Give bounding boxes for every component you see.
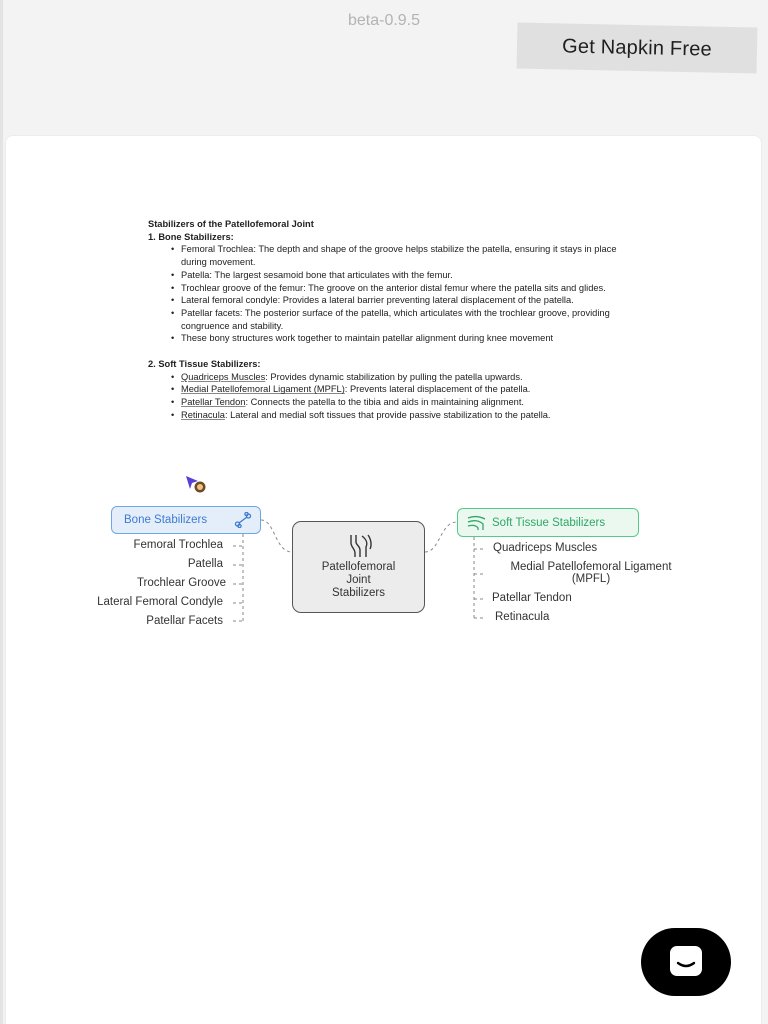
center-label-line: Joint [346, 574, 371, 586]
joint-icon [346, 533, 374, 559]
chat-launcher-button[interactable] [641, 928, 731, 996]
list-item: • Patella: The largest sesamoid bone that articulates with the femur. [181, 269, 628, 282]
leaf-mpfl-line1: Medial Patellofemoral Ligament [510, 561, 672, 573]
list-item: • Lateral femoral condyle: Provides a lateral barrier preventing lateral displacement of the patella. [181, 294, 628, 307]
leaf-patellar-tendon[interactable]: Patellar Tendon [492, 592, 572, 604]
leaf-trochlear-groove[interactable]: Trochlear Groove [136, 577, 226, 589]
leaf-lateral-femoral-condyle[interactable]: Lateral Femoral Condyle [97, 596, 223, 608]
leaf-patellar-facets[interactable]: Patellar Facets [146, 615, 223, 627]
list-desc: : Prevents lateral displacement of the patella. [344, 384, 531, 395]
section-heading-soft: 2. Soft Tissue Stabilizers: [148, 359, 261, 370]
soft-tissue-stabilizers-node[interactable] [457, 508, 639, 537]
soft-tissue-stabilizers-label: Soft Tissue Stabilizers [492, 516, 606, 529]
list-item: • Patellar facets: The posterior surface of the patella, which articulates with the trochlear groove, providing congruence and stability. [181, 307, 628, 332]
list-item: • Trochlear groove of the femur: The groove on the anterior distal femur where the patella sits and glides. [181, 282, 628, 295]
leaf-quadriceps-muscles[interactable]: Quadriceps Muscles [493, 542, 598, 554]
center-label-line: Stabilizers [331, 587, 386, 599]
list-term: Retinacula [181, 409, 225, 420]
leaf-mpfl-line2: (MPFL) [571, 573, 611, 585]
bone-icon [234, 512, 252, 528]
list-desc: : Connects the patella to the tibia and aids in maintaining alignment. [245, 397, 525, 408]
leaf-patella[interactable]: Patella [187, 558, 223, 570]
list-term: Patellar Tendon [181, 397, 246, 408]
leaf-retinacula[interactable]: Retinacula [495, 611, 550, 623]
doc-title: Stabilizers of the Patellofemoral Joint [148, 219, 314, 229]
list-term: Medial Patellofemoral Ligament (MPFL) [181, 384, 345, 395]
center-label [293, 561, 424, 600]
list-desc: : Lateral and medial soft tissues that provide passive stabilization to the patella. [224, 409, 551, 420]
bone-stabilizers-node[interactable] [111, 506, 261, 534]
list-term: Quadriceps Muscles [181, 371, 266, 382]
chat-icon [667, 943, 705, 981]
version-label: beta-0.9.5 [347, 12, 421, 29]
section-heading-bone: 1. Bone Stabilizers: [148, 231, 234, 242]
center-label-line: Patellofemoral [321, 561, 396, 573]
list-desc: : Provides dynamic stabilization by pulling the patella upwards. [265, 371, 523, 382]
muscle-icon [467, 515, 487, 531]
list-item: • Femoral Trochlea: The depth and shape of the groove helps stabilize the patella, ensuring it stays in place during movement. [181, 243, 628, 268]
leaf-femoral-trochlea[interactable]: Femoral Trochlea [133, 539, 223, 551]
list-item: • These bony structures work together to maintain patellar alignment during knee movement [181, 332, 628, 345]
leaf-mpfl[interactable] [494, 561, 688, 585]
bone-stabilizers-label: Bone Stabilizers [124, 514, 208, 526]
center-node[interactable] [292, 521, 425, 613]
get-napkin-free-button[interactable]: Get Napkin Free [517, 22, 758, 73]
